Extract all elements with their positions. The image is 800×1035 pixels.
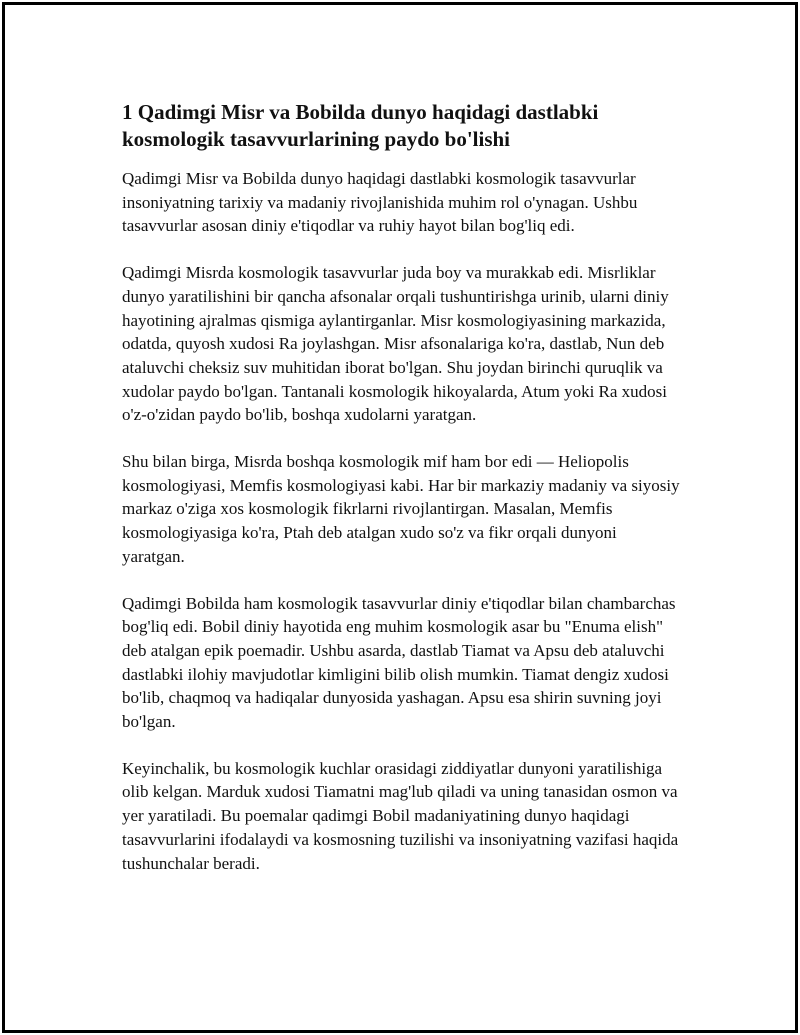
paragraph-egypt-myths: Shu bilan birga, Misrda boshqa kosmologik mif ham bor edi — Heliopolis kosmologiyasi, Memfis kosmologiyasi kabi. Har bir markaziy madaniy va siyosiy markaz o'ziga xos kosmologik fikrlarni rivojlantirgan. Masalan, Memfis kosmologiyasiga ko'ra, Ptah deb atalgan xudo so'z va fikr orqali dunyoni yaratgan.	[122, 452, 680, 566]
paragraph-babylon-creation: Keyinchalik, bu kosmologik kuchlar orasidagi ziddiyatlar dunyoni yaratilishiga olib kelgan. Marduk xudosi Tiamatni mag'lub qiladi va uning tanasidan osmon va yer yaratiladi. Bu poemalar qadimgi Bobil madaniyatining dunyo haqidagi tasavvurlarini ifodalaydi va kosmosning tuzilishi va insoniyatning vazifasi haqida tushunchalar beradi.	[122, 758, 679, 873]
document-body	[122, 99, 682, 898]
document-title: 1 Qadimgi Misr va Bobilda dunyo haqidagi dastlabki kosmologik tasavvurlarining paydo bo'lishi	[122, 100, 599, 151]
paragraph-egypt-cosmology: Qadimgi Misrda kosmologik tasavvurlar juda boy va murakkab edi. Misrliklar dunyo yaratilishini bir qancha afsonalar orqali tushuntirishga urinib, ularni diniy hayotining ajralmas qismiga aylantirganlar. Misr kosmologiyasining markazida, odatda, quyosh xudosi Ra joylashgan. Misr afsonalariga ko'ra, dastlab, Nun deb ataluvchi cheksiz suv muhitidan iborat bo'lgan. Shu joydan birinchi quruqlik va xudolar paydo bo'lgan. Tantanali kosmologik hikoyalarda, Atum yoki Ra xudosi o'z-o'zidan paydo bo'lib, boshqa xudolarni yaratgan.	[122, 263, 669, 425]
paragraph-babylon-cosmology: Qadimgi Bobilda ham kosmologik tasavvurlar diniy e'tiqodlar bilan chambarchas bog'liq edi. Bobil diniy hayotida eng muhim kosmologik asar bu "Enuma elish" deb atalgan epik poemadir. Ushbu asarda, dastlab Tiamat va Apsu deb ataluvchi dastlabki ilohiy mavjudotlar kimligini bilib olish mumkin. Tiamat dengiz xudosi bo'lib, chaqmoq va hadiqalar dunyosida yashagan. Apsu esa shirin suvning joyi bo'lgan.	[122, 593, 676, 732]
page-frame	[2, 2, 798, 1033]
paragraph-intro: Qadimgi Misr va Bobilda dunyo haqidagi dastlabki kosmologik tasavvurlar insoniyatning tarixiy va madaniy rivojlanishida muhim rol o'ynagan. Ushbu tasavvurlar asosan diniy e'tiqodlar va ruhiy hayot bilan bog'liq edi.	[122, 169, 638, 236]
